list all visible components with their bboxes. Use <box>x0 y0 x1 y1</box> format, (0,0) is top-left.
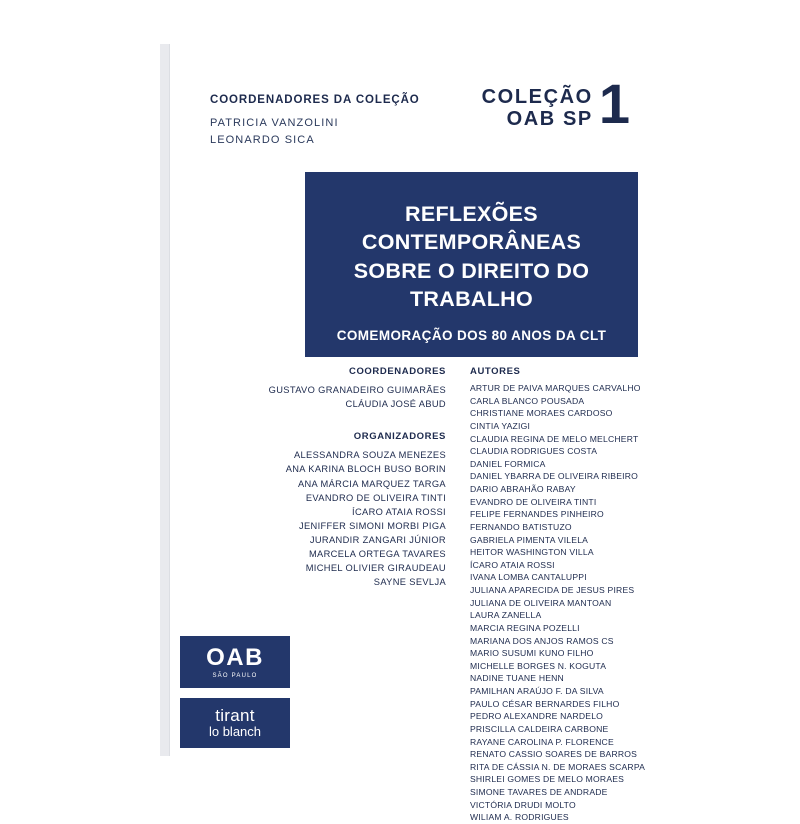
autor-name: MICHELLE BORGES N. KOGUTA <box>470 660 607 671</box>
credits-left-column <box>196 366 458 590</box>
organizador-name: ANA MÁRCIA MARQUEZ TARGA <box>297 478 446 489</box>
collection-coordinator-name: PATRICIA VANZOLINI <box>210 117 339 129</box>
autor-name: DANIEL YBARRA DE OLIVEIRA RIBEIRO <box>470 471 639 482</box>
organizador-name: MARCELA ORTEGA TAVARES <box>308 549 446 560</box>
collection-coordinators-heading: COORDENADORES DA COLEÇÃO <box>210 94 420 106</box>
autor-name: CARLA BLANCO POUSADA <box>470 395 585 406</box>
autor-name: PRISCILLA CALDEIRA CARBONE <box>470 723 609 734</box>
book-cover <box>160 44 646 823</box>
autor-name: CINTIA YAZIGI <box>470 420 531 431</box>
autor-name: SHIRLEI GOMES DE MELO MORAES <box>470 774 625 785</box>
credits-right-column <box>470 366 650 824</box>
autor-name: DANIEL FORMICA <box>470 458 546 469</box>
book-subtitle: COMEMORAÇÃO DOS 80 ANOS DA CLT <box>336 327 607 343</box>
autor-name: FERNANDO BATISTUZO <box>470 521 572 532</box>
autor-name: CHRISTIANE MORAES CARDOSO <box>470 408 613 419</box>
autor-name: CLAUDIA REGINA DE MELO MELCHERT <box>470 433 639 444</box>
organizador-name: JURANDIR ZANGARI JÚNIOR <box>309 535 446 545</box>
autor-name: RENATO CASSIO SOARES DE BARROS <box>470 749 638 760</box>
autor-name: VICTÓRIA DRUDI MOLTO <box>470 799 576 810</box>
autor-name: MARCIA REGINA POZELLI <box>470 622 580 633</box>
publisher-logo-line1: tirant <box>215 705 255 725</box>
autor-name: FELIPE FERNANDES PINHEIRO <box>470 509 604 520</box>
oab-logo <box>180 636 290 688</box>
organizador-name: MICHEL OLIVIER GIRAUDEAU <box>305 563 446 574</box>
book-spine <box>160 44 170 756</box>
organizador-name: ÍCARO ATAIA ROSSI <box>352 506 446 517</box>
coordenador-name: CLÁUDIA JOSÉ ABUD <box>345 399 446 410</box>
autor-name: ÍCARO ATAIA ROSSI <box>470 559 555 570</box>
publisher-logo <box>180 698 290 748</box>
oab-logo-text: OAB <box>206 643 264 671</box>
autor-name: WILIAM A. RODRIGUES <box>470 812 569 823</box>
organizadores-heading: ORGANIZADORES <box>353 431 446 443</box>
collection-coordinators-block <box>210 94 450 149</box>
autor-name: JULIANA APARECIDA DE JESUS PIRES <box>470 585 635 595</box>
autor-name: PAMILHAN ARAÚJO F. DA SILVA <box>470 686 604 696</box>
organizador-name: SAYNE SEVLJA <box>373 577 446 588</box>
coordenadores-heading: COORDENADORES <box>348 366 446 377</box>
autor-name: EVANDRO DE OLIVEIRA TINTI <box>470 496 597 507</box>
autor-name: RITA DE CÁSSIA N. DE MORAES SCARPA <box>470 761 646 772</box>
book-title: REFLEXÕES CONTEMPORÂNEAS SOBRE O DIREITO DO TRABALHO <box>353 202 590 312</box>
collection-coordinator-name: LEONARDO SICA <box>210 134 315 147</box>
autor-name: IVANA LOMBA CANTALUPPI <box>470 572 587 583</box>
collection-badge <box>481 72 630 135</box>
cover-content <box>170 44 646 823</box>
collection-label-line2: OAB SP <box>506 108 593 131</box>
autor-name: MARIO SUSUMI KUNO FILHO <box>470 648 594 659</box>
autor-name: JULIANA DE OLIVEIRA MANTOAN <box>470 597 612 608</box>
coordenador-name: GUSTAVO GRANADEIRO GUIMARÃES <box>268 385 446 395</box>
autor-name: CLAUDIA RODRIGUES COSTA <box>470 446 598 457</box>
autores-heading: AUTORES <box>470 366 521 377</box>
organizador-name: EVANDRO DE OLIVEIRA TINTI <box>305 492 446 503</box>
organizador-name: ALESSANDRA SOUZA MENEZES <box>293 450 446 461</box>
collection-label <box>482 86 593 131</box>
collection-number: 1 <box>598 72 630 135</box>
autor-name: PEDRO ALEXANDRE NARDELO <box>470 711 604 722</box>
cover-top-area <box>170 44 638 174</box>
autor-name: GABRIELA PIMENTA VILELA <box>470 534 589 545</box>
organizador-name: ANA KARINA BLOCH BUSO BORIN <box>285 464 446 475</box>
autor-name: RAYANE CAROLINA P. FLORENCE <box>470 736 614 747</box>
autor-name: DARIO ABRAHÃO RABAY <box>470 484 576 494</box>
autor-name: PAULO CÉSAR BERNARDES FILHO <box>470 698 620 709</box>
autor-name: SIMONE TAVARES DE ANDRADE <box>470 787 608 797</box>
organizador-name: JENIFFER SIMONI MORBI PIGA <box>298 520 446 531</box>
publisher-logo-line2: lo blanch <box>208 723 262 739</box>
autor-name: MARIANA DOS ANJOS RAMOS CS <box>470 635 614 646</box>
title-box <box>305 172 638 357</box>
autor-name: NADINE TUANE HENN <box>470 673 564 684</box>
oab-logo-subtext: SÃO PAULO <box>212 672 258 679</box>
autor-name: LAURA ZANELLA <box>470 610 542 621</box>
autor-name: HEITOR WASHINGTON VILLA <box>470 547 594 558</box>
autor-name: ARTUR DE PAIVA MARQUES CARVALHO <box>470 383 641 393</box>
spacer <box>196 411 446 431</box>
collection-label-line1: COLEÇÃO <box>481 86 593 108</box>
